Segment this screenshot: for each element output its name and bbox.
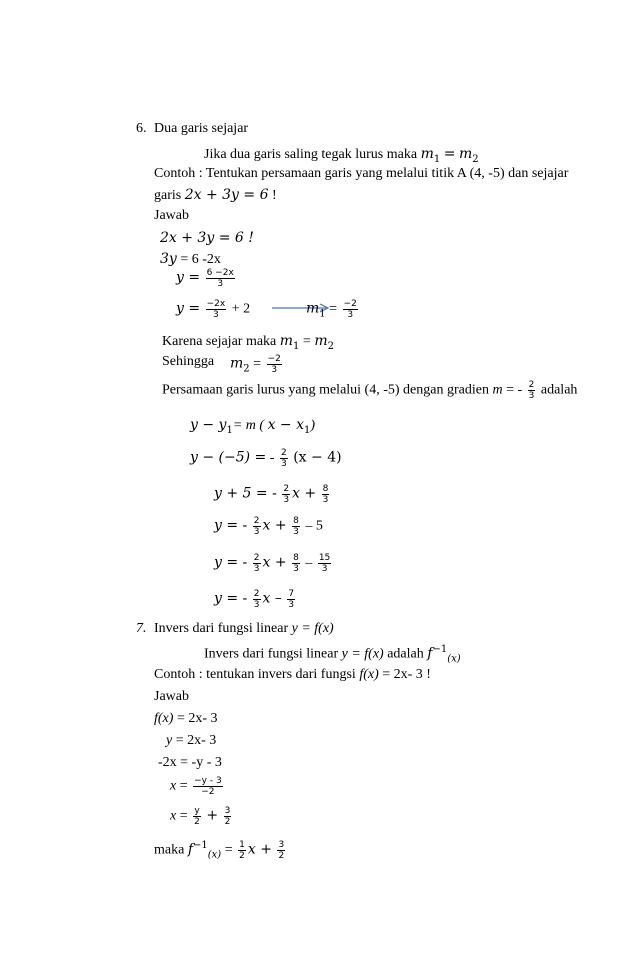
fraction: $\frac{1}{2}$: [239, 839, 245, 861]
eq-common-denominator: y = - $\frac{2}{3}$ x + $\frac{8}{3}$ – $\frac{15}{3}$: [214, 553, 331, 574]
eq-substitute: y − (−5) = - $\frac{2}{3}$ (x − 4): [190, 448, 342, 469]
example-line-2: garis 2x + 3y = 6 !: [154, 187, 277, 203]
line-equation-text: Persamaan garis lurus yang melalui (4, -5) dengan gradien m = - $\frac{2}{3}$ adalah: [162, 380, 578, 401]
fraction: $\frac{-2}{3}$: [343, 299, 357, 320]
item-number-7: 7.: [136, 621, 147, 636]
fraction: $\frac{8}{3}$: [293, 516, 299, 537]
fraction: $\frac{2}{3}$: [280, 448, 287, 469]
eq-isolate: y = - $\frac{2}{3}$ x + $\frac{8}{3}$ – 5: [214, 516, 323, 537]
fraction: $\frac{2}{3}$: [253, 516, 260, 537]
fraction: $\frac{-2x}{3}$: [206, 299, 226, 320]
fraction: $\frac{y}{2}$: [194, 806, 200, 827]
example-line-1: Contoh : Tentukan persamaan garis yang melalui titik A (4, -5) dan sejajar: [154, 166, 569, 181]
inverse-result: maka $f^{-1}_{(x)}$ = $\frac{1}{2}$ x + $\frac{3}{2}$: [154, 839, 285, 861]
section-6-title: Dua garis sejajar: [154, 121, 249, 136]
inv-step-4: x = $\frac{-y - 3}{-2}$: [170, 776, 222, 797]
fraction: $\frac{-2}{3}$: [267, 354, 281, 375]
fraction: $\frac{2}{3}$: [253, 589, 260, 610]
item-number-6: 6.: [136, 121, 147, 136]
eq-final: y = - $\frac{2}{3}$ x – $\frac{7}{3}$: [214, 589, 295, 610]
fraction: $\frac{-y - 3}{-2}$: [194, 776, 222, 797]
parallel-condition: Karena sejajar maka $m_1 = m_2$: [162, 333, 334, 352]
fraction: $\frac{8}{3}$: [322, 484, 329, 505]
fraction: $\frac{7}{3}$: [288, 589, 295, 610]
slope-m2: $m_2$ = $\frac{-2}{3}$: [230, 354, 281, 375]
fraction: $\frac{2}{3}$: [253, 553, 260, 574]
example-7: Contoh : tentukan invers dari fungsi f(x) = 2x- 3 !: [154, 667, 431, 682]
inverse-rule: Invers dari fungsi linear y = f(x) adalah $f^{-1}_{(x)}$: [204, 644, 461, 665]
inv-step-3: -2x = -y - 3: [158, 755, 222, 770]
step-1: 2x + 3y = 6 !: [160, 230, 254, 246]
inv-step-2: y = 2x- 3: [166, 733, 217, 748]
fraction: $\frac{2}{3}$: [528, 380, 535, 401]
step-3: y = $\frac{6 -2x}{3}$: [176, 268, 234, 289]
answer-label-6: Jawab: [154, 208, 189, 223]
section-7-title: Invers dari fungsi linear y = f(x): [154, 621, 334, 636]
step-2: 3y = 6 -2x: [160, 251, 221, 267]
fraction: $\frac{3}{2}$: [224, 806, 231, 827]
slope-m1: $m_1$ = $\frac{-2}{3}$: [306, 299, 357, 320]
inv-step-1: f(x) = 2x- 3: [154, 711, 218, 726]
inv-step-5: x = $\frac{y}{2}$ + $\frac{3}{2}$: [170, 806, 231, 827]
fraction: $\frac{2}{3}$: [283, 484, 290, 505]
fraction: $\frac{3}{2}$: [278, 839, 285, 861]
perpendicular-rule: Jika dua garis saling tegak lurus maka $m_1 = m_2$: [204, 146, 479, 165]
answer-label-7: Jawab: [154, 689, 189, 704]
step-4: y = $\frac{-2x}{3}$ + 2: [176, 299, 251, 320]
fraction: $\frac{6 -2x}{3}$: [206, 268, 234, 289]
fraction: $\frac{15}{3}$: [318, 553, 331, 574]
eq-point-slope: $y - y_1= m$ ( $x - x_1$): [190, 417, 316, 436]
eq-expand: y + 5 = - $\frac{2}{3}$ x + $\frac{8}{3}$: [214, 484, 329, 505]
fraction: $\frac{8}{3}$: [293, 553, 299, 574]
sehingga-label: Sehingga: [162, 354, 215, 369]
